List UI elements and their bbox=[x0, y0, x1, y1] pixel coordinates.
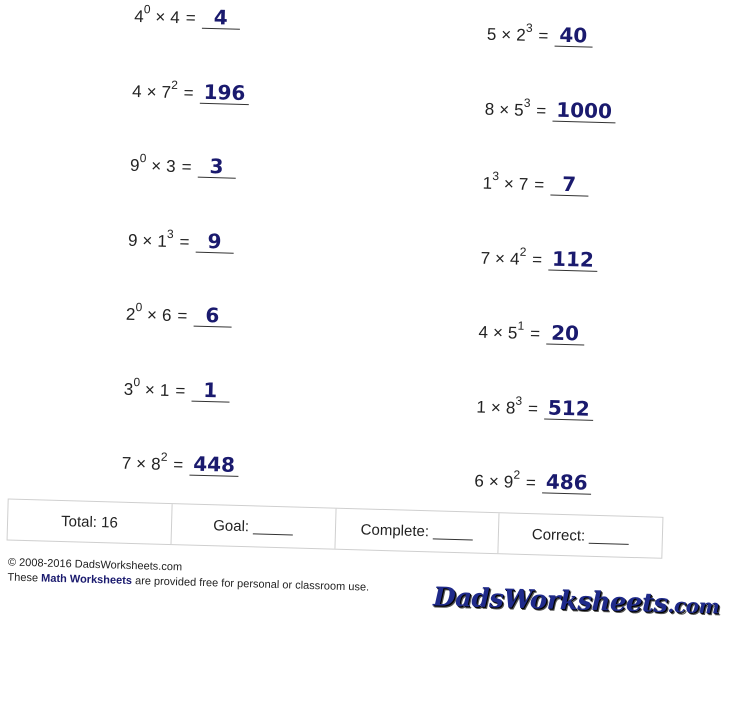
equals-sign: = bbox=[527, 398, 539, 418]
base-b: 5 bbox=[513, 99, 524, 120]
times-sign: × bbox=[490, 397, 502, 417]
total-cell bbox=[8, 500, 173, 545]
problem-row bbox=[482, 171, 588, 197]
answer-value: 4 bbox=[201, 6, 240, 30]
base-b: 4 bbox=[509, 248, 520, 269]
base-a: 1 bbox=[476, 397, 487, 417]
problem-row bbox=[480, 245, 598, 271]
goal-blank bbox=[253, 519, 293, 535]
logo-domain-text: .com bbox=[667, 592, 720, 619]
answer-value: 40 bbox=[554, 24, 593, 48]
base-a: 4 bbox=[478, 322, 489, 342]
total-label: Total: 16 bbox=[60, 512, 119, 532]
equals-sign: = bbox=[531, 249, 543, 269]
times-sign: × bbox=[492, 322, 504, 343]
base-b: 1 bbox=[157, 231, 168, 251]
times-sign: × bbox=[150, 156, 162, 176]
answer-value: 486 bbox=[542, 470, 592, 494]
answer-value: 512 bbox=[544, 396, 594, 420]
exponent-a: 3 bbox=[492, 169, 500, 184]
equals-sign: = bbox=[173, 455, 184, 475]
base-a: 7 bbox=[121, 453, 132, 473]
exponent-a: 0 bbox=[135, 300, 143, 315]
correct-cell bbox=[499, 513, 663, 558]
base-b: 5 bbox=[507, 323, 518, 343]
equals-sign: = bbox=[529, 324, 541, 344]
exponent-a: 0 bbox=[139, 151, 147, 166]
equals-sign: = bbox=[177, 306, 188, 326]
correct-label: Correct: bbox=[531, 525, 586, 545]
exponent-b: 3 bbox=[166, 226, 174, 241]
base-a: 4 bbox=[133, 6, 144, 27]
times-sign: × bbox=[146, 305, 158, 325]
answer-value: 1 bbox=[191, 378, 230, 402]
problem-row bbox=[126, 302, 232, 328]
problem-row bbox=[484, 96, 616, 123]
times-sign: × bbox=[155, 7, 166, 27]
base-a: 9 bbox=[129, 155, 140, 176]
answer-value: 1000 bbox=[552, 98, 616, 123]
times-sign: × bbox=[146, 81, 157, 101]
exponent-b: 2 bbox=[519, 244, 527, 259]
goal-cell bbox=[171, 504, 336, 549]
exponent-b: 3 bbox=[525, 21, 533, 36]
times-sign: × bbox=[135, 454, 147, 474]
answer-value: 196 bbox=[199, 80, 249, 104]
base-a: 4 bbox=[131, 81, 142, 101]
answer-value: 9 bbox=[195, 229, 234, 253]
base-b: 8 bbox=[150, 454, 161, 474]
problem-row bbox=[476, 394, 594, 420]
logo-main-text: DadsWorksheets bbox=[432, 582, 669, 619]
answer-value: 7 bbox=[550, 173, 589, 197]
equals-sign: = bbox=[538, 26, 549, 46]
answer-value: 3 bbox=[197, 155, 236, 179]
problem-row bbox=[134, 4, 240, 30]
base-b: 7 bbox=[518, 174, 529, 194]
base-a: 9 bbox=[127, 230, 138, 250]
times-sign: × bbox=[494, 248, 506, 268]
times-sign: × bbox=[498, 99, 510, 119]
base-b: 7 bbox=[161, 82, 172, 102]
complete-cell bbox=[335, 509, 500, 554]
complete-blank bbox=[433, 524, 473, 540]
exponent-b: 2 bbox=[171, 77, 179, 92]
base-b: 3 bbox=[165, 156, 176, 177]
dadsworksheets-logo bbox=[433, 582, 720, 620]
correct-blank bbox=[589, 528, 629, 544]
equals-sign: = bbox=[179, 231, 190, 251]
answer-value: 112 bbox=[548, 247, 598, 271]
problem-row bbox=[474, 469, 592, 495]
base-b: 1 bbox=[159, 380, 170, 400]
answer-value: 6 bbox=[193, 304, 232, 328]
notice-suffix: are provided free for personal or classroom use. bbox=[134, 575, 370, 594]
equals-sign: = bbox=[525, 472, 537, 493]
problem-row bbox=[124, 376, 230, 402]
problem-row bbox=[128, 227, 234, 253]
base-a: 2 bbox=[125, 304, 136, 324]
base-a: 6 bbox=[474, 471, 485, 491]
problem-row bbox=[487, 22, 593, 48]
problem-row bbox=[121, 451, 239, 477]
base-a: 5 bbox=[486, 24, 497, 44]
notice-prefix: These bbox=[7, 571, 42, 585]
equals-sign: = bbox=[175, 380, 186, 400]
score-table bbox=[7, 499, 664, 559]
base-b: 6 bbox=[161, 305, 172, 325]
base-b: 9 bbox=[503, 472, 514, 492]
exponent-b: 3 bbox=[515, 393, 523, 408]
answer-value: 448 bbox=[189, 453, 239, 477]
exponent-a: 0 bbox=[143, 2, 151, 17]
times-sign: × bbox=[488, 471, 500, 492]
base-a: 8 bbox=[484, 99, 495, 119]
equals-sign: = bbox=[536, 100, 547, 120]
problem-row bbox=[478, 320, 584, 346]
base-a: 1 bbox=[482, 173, 493, 193]
base-a: 7 bbox=[480, 248, 491, 268]
equals-sign: = bbox=[183, 82, 194, 103]
equals-sign: = bbox=[185, 8, 196, 28]
times-sign: × bbox=[503, 174, 515, 194]
base-a: 3 bbox=[123, 379, 134, 399]
exponent-a: 0 bbox=[133, 374, 141, 389]
times-sign: × bbox=[144, 379, 156, 400]
exponent-b: 3 bbox=[523, 95, 531, 110]
times-sign: × bbox=[142, 230, 153, 250]
math-worksheets-link[interactable]: Math Worksheets bbox=[40, 572, 133, 588]
base-b: 8 bbox=[505, 397, 516, 418]
times-sign: × bbox=[501, 25, 512, 45]
exponent-b: 2 bbox=[160, 450, 168, 465]
exponent-b: 2 bbox=[513, 467, 521, 483]
equals-sign: = bbox=[181, 157, 192, 177]
usage-notice bbox=[7, 572, 369, 594]
exponent-b: 1 bbox=[517, 319, 525, 334]
base-b: 2 bbox=[516, 25, 526, 45]
base-b: 4 bbox=[170, 7, 181, 28]
answer-value: 20 bbox=[546, 321, 585, 345]
equals-sign: = bbox=[533, 175, 545, 195]
complete-label: Complete: bbox=[360, 520, 430, 540]
copyright-text: © 2008-2016 DadsWorksheets.com bbox=[7, 556, 183, 574]
problem-row bbox=[132, 78, 250, 104]
goal-label: Goal: bbox=[213, 516, 250, 535]
problem-row bbox=[130, 153, 236, 179]
